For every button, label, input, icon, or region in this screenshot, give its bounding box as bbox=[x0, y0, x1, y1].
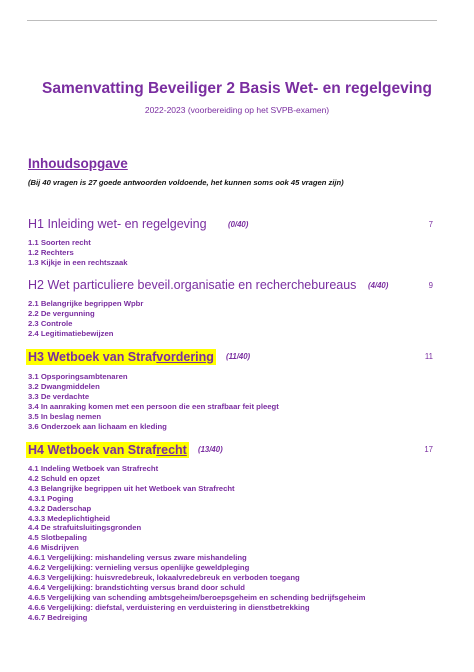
toc-heading: Inhoudsopgave bbox=[28, 156, 128, 171]
chapter-score: (4/40) bbox=[368, 281, 389, 290]
top-divider bbox=[27, 20, 437, 21]
toc-item[interactable]: 4.6.5 Vergelijking van schending ambtsgeheim/beroepsgeheim en schending bedrijfsgeheim bbox=[28, 592, 366, 602]
chapter-title-prefix: H4 Wetboek van Straf bbox=[28, 443, 157, 457]
toc-item[interactable]: 3.4 In aanraking komen met een persoon die een strafbaar feit pleegt bbox=[28, 401, 279, 411]
chapter-score: (11/40) bbox=[226, 352, 251, 361]
chapter-h3-items bbox=[28, 372, 279, 431]
chapter-score: (0/40) bbox=[228, 220, 249, 229]
toc-item[interactable]: 4.6.2 Vergelijking: vernieling versus openlijke geweldpleging bbox=[28, 563, 250, 573]
chapter-page-number: 11 bbox=[424, 352, 433, 361]
toc-item[interactable]: 4.6 Misdrijven bbox=[28, 543, 79, 553]
toc-item[interactable]: 4.6.6 Vergelijking: diefstal, verduistering en verduistering in dienstbetrekking bbox=[28, 602, 310, 612]
toc-item[interactable]: 4.5 Slotbepaling bbox=[28, 533, 87, 543]
toc-item[interactable]: 4.3.1 Poging bbox=[28, 493, 74, 503]
toc-item[interactable]: 2.4 Legitimatiebewijzen bbox=[28, 328, 114, 338]
chapter-title-underlined: vordering bbox=[156, 350, 214, 364]
toc-item[interactable]: 3.2 Dwangmiddelen bbox=[28, 381, 100, 391]
chapter-page-number: 7 bbox=[428, 220, 433, 229]
toc-item[interactable]: 3.5 In beslag nemen bbox=[28, 411, 102, 421]
chapter-h1-heading[interactable] bbox=[28, 217, 433, 233]
toc-item[interactable]: 3.3 De verdachte bbox=[28, 391, 90, 401]
document-title: Samenvatting Beveiliger 2 Basis Wet- en regelgeving bbox=[42, 80, 432, 97]
toc-item[interactable]: 4.3.2 Daderschap bbox=[28, 503, 92, 513]
toc-item[interactable]: 4.2 Schuld en opzet bbox=[28, 473, 100, 483]
toc-item[interactable]: 4.3.3 Medeplichtigheid bbox=[28, 513, 111, 523]
toc-item[interactable]: 4.6.1 Vergelijking: mishandeling versus zware mishandeling bbox=[28, 553, 247, 563]
chapter-score: (13/40) bbox=[198, 445, 223, 454]
chapter-page-number: 9 bbox=[428, 281, 433, 290]
chapter-h3-heading[interactable] bbox=[28, 349, 433, 365]
toc-item[interactable]: 4.6.3 Vergelijking: huisvredebreuk, lokaalvredebreuk en verboden toegang bbox=[28, 572, 300, 582]
chapter-page-number: 17 bbox=[424, 445, 433, 454]
chapter-h4-heading[interactable] bbox=[28, 442, 433, 458]
toc-item[interactable]: 1.3 Kijkje in een rechtszaak bbox=[28, 257, 128, 267]
toc-item[interactable]: 4.6.7 Bedreiging bbox=[28, 612, 88, 622]
toc-item[interactable]: 3.6 Onderzoek aan lichaam en kleding bbox=[28, 421, 167, 431]
chapter-title bbox=[26, 442, 189, 458]
toc-item[interactable]: 2.2 De vergunning bbox=[28, 308, 95, 318]
chapter-h1-items bbox=[28, 238, 128, 268]
toc-item[interactable]: 4.1 Indeling Wetboek van Strafrecht bbox=[28, 464, 159, 473]
toc-item[interactable]: 1.2 Rechters bbox=[28, 247, 74, 257]
chapter-h4-items bbox=[28, 464, 366, 623]
toc-item[interactable]: 4.4 De strafuitsluitingsgronden bbox=[28, 523, 142, 533]
toc-item[interactable]: 1.1 Soorten recht bbox=[28, 238, 91, 247]
chapter-title-underlined: recht bbox=[156, 443, 187, 457]
exam-note: (Bij 40 vragen is 27 goede antwoorden voldoende, het kunnen soms ook 45 vragen zijn) bbox=[28, 178, 344, 187]
document-subtitle: 2022-2023 (voorbereiding op het SVPB-examen) bbox=[144, 105, 330, 115]
toc-item[interactable]: 2.3 Controle bbox=[28, 318, 73, 328]
toc-item[interactable]: 2.1 Belangrijke begrippen Wpbr bbox=[28, 299, 144, 308]
chapter-title: H1 Inleiding wet- en regelgeving bbox=[28, 217, 207, 231]
chapter-title bbox=[26, 349, 216, 365]
chapter-h2-items bbox=[28, 299, 143, 339]
chapter-title-prefix: H3 Wetboek van Straf bbox=[28, 350, 157, 364]
toc-item[interactable]: 3.1 Opsporingsambtenaren bbox=[28, 372, 128, 381]
chapter-h2-heading[interactable] bbox=[28, 278, 433, 294]
toc-item[interactable]: 4.6.4 Vergelijking: brandstichting versus brand door schuld bbox=[28, 582, 246, 592]
toc-item[interactable]: 4.3 Belangrijke begrippen uit het Wetboek van Strafrecht bbox=[28, 483, 235, 493]
chapter-title: H2 Wet particuliere beveil.organisatie en recherchebureaus bbox=[28, 278, 357, 292]
